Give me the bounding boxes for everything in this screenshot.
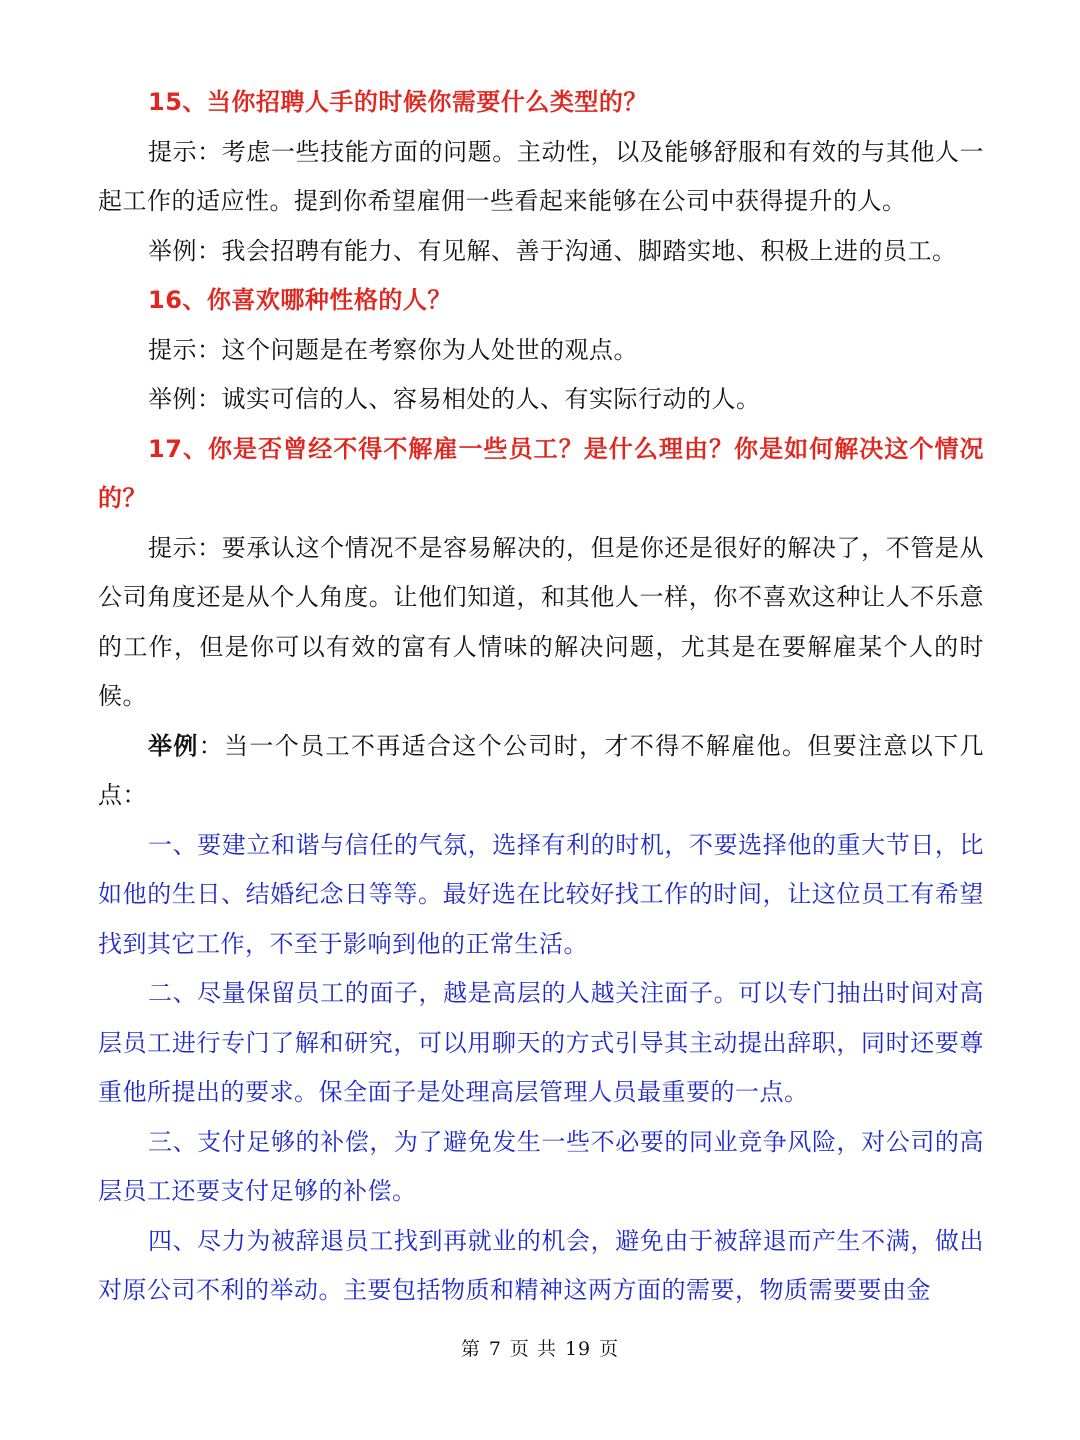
point-2: 二、尽量保留员工的面子，越是高层的人越关注面子。可以专门抽出时间对高层员工进行专门了解和研究，可以用聊天的方式引导其主动提出辞职，同时还要尊重他所提出的要求。保全面子是处理高层管理人员最重要的一点。: [98, 979, 984, 1106]
point-1: 一、要建立和谐与信任的气氛，选择有利的时机，不要选择他的重大节日，比如他的生日、结婚纪念日等等。最好选在比较好找工作的时间，让这位员工有希望找到其它工作，不至于影响到他的正常生活。: [98, 830, 984, 958]
document-page: [98, 78, 984, 1316]
footer-current-page: 7: [488, 1338, 502, 1360]
point-3: 三、支付足够的补偿，为了避免发生一些不必要的同业竞争风险，对公司的高层员工还要支付足够的补偿。: [98, 1127, 984, 1205]
hint-15: 提示：考虑一些技能方面的问题。主动性，以及能够舒服和有效的与其他人一起工作的适应性。提到你希望雇佣一些看起来能够在公司中获得提升的人。: [98, 137, 984, 215]
footer-middle: 页 共: [509, 1338, 557, 1360]
example-16: 举例：诚实可信的人、容易相处的人、有实际行动的人。: [148, 385, 761, 413]
example-17: [98, 722, 984, 821]
footer-suffix: 页: [599, 1338, 620, 1360]
footer-total-pages: 19: [564, 1338, 592, 1360]
page-footer: [0, 1334, 1080, 1361]
hint-17: 提示：要承认这个情况不是容易解决的，但是你还是很好的解决了，不管是从公司角度还是从个人角度。让他们知道，和其他人一样，你不喜欢这种让人不乐意的工作，但是你可以有效的富有人情味的解决问题，尤其是在要解雇某个人的时候。: [98, 533, 984, 710]
example-15: 举例：我会招聘有能力、有见解、善于沟通、脚踏实地、积极上进的员工。: [148, 236, 957, 265]
footer-prefix: 第: [460, 1338, 481, 1360]
example-17-label: 举例: [148, 731, 199, 760]
point-4: 四、尽力为被辞退员工找到再就业的机会，避免由于被辞退而产生不满，做出对原公司不利的举动。主要包括物质和精神这两方面的需要，物质需要要由金: [98, 1226, 984, 1304]
question-17: 17、你是否曾经不得不解雇一些员工？是什么理由？你是如何解决这个情况的？: [98, 434, 984, 512]
hint-16: 提示：这个问题是在考察你为人处世的观点。: [148, 335, 638, 364]
question-15: 15、当你招聘人手的时候你需要什么类型的？: [148, 88, 648, 116]
question-16: 16、你喜欢哪种性格的人？: [148, 286, 452, 314]
example-17-text: ：当一个员工不再适合这个公司时，才不得不解雇他。但要注意以下几点：: [98, 731, 984, 809]
